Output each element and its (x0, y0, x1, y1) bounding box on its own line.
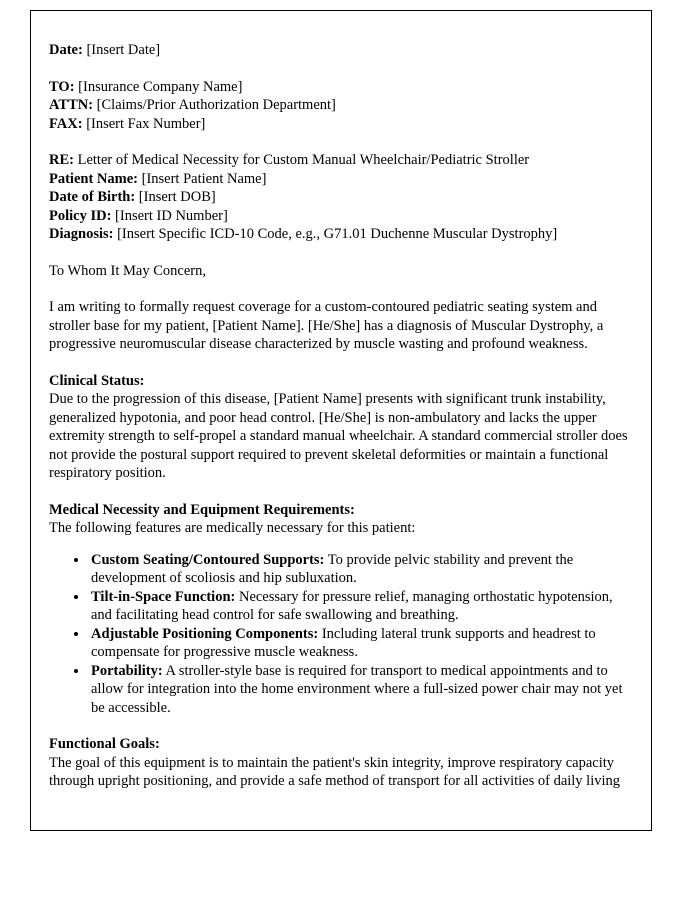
requirement-item-tilt-in-space (89, 588, 629, 625)
requirement-text: Including lateral trunk supports and headrest to compensate for progressive muscle weakness. (91, 625, 596, 660)
requirement-item-custom-seating (89, 551, 629, 588)
field-re-value: Letter of Medical Necessity for Custom Manual Wheelchair/Pediatric Stroller (77, 152, 530, 168)
intro-paragraph: I am writing to formally request coverage for a custom-contoured pediatric seating system and stroller base for my patient, [Patient Name]. [He/She] has a diagnosis of Muscular Dystrophy, a progressive neuromuscular disease characterized by muscle wasting and profound weakness. (49, 299, 604, 352)
field-diagnosis-label: Diagnosis: (49, 226, 114, 242)
medical-necessity-heading-text: Medical Necessity and Equipment Requirements: (49, 501, 355, 518)
requirement-text: A stroller-style base is required for transport to medical appointments and to allow for integration into the home environment where a full-sized power chair may not yet be accessible. (91, 662, 623, 716)
field-attn-label: ATTN: (49, 97, 94, 113)
letter-document (30, 10, 652, 831)
field-dob-value: [Insert DOB] (138, 189, 216, 205)
functional-goals-heading (49, 735, 629, 754)
field-re (49, 151, 629, 170)
requirement-text: Necessary for pressure relief, managing orthostatic hypotension, and facilitating head control for safe swallowing and breathing. (91, 588, 613, 623)
recipient-block (49, 78, 629, 134)
clinical-status-heading (49, 372, 629, 391)
medical-necessity-intro: The following features are medically necessary for this patient: (49, 520, 416, 536)
field-policy-id (49, 207, 629, 226)
functional-goals-body: The goal of this equipment is to maintain the patient's skin integrity, improve respiratory capacity through upright positioning, and provide a safe method of transport for all activities of daily living (49, 754, 621, 789)
requirement-label: Portability: (91, 662, 163, 679)
subject-block (49, 151, 629, 244)
date-block (49, 41, 629, 60)
field-fax-label: FAX: (49, 115, 83, 132)
field-fax-value: [Insert Fax Number] (86, 115, 206, 132)
field-re-label: RE: (49, 152, 74, 168)
medical-necessity-heading (49, 501, 629, 520)
field-date-label: Date: (49, 42, 83, 58)
field-fax (49, 115, 629, 134)
requirements-list (49, 551, 629, 718)
requirement-text: To provide pelvic stability and prevent the development of scoliosis and hip subluxation. (91, 551, 574, 586)
section-functional-goals (49, 735, 629, 791)
section-clinical-status (49, 372, 629, 483)
clinical-status-heading-text: Clinical Status: (49, 372, 145, 389)
field-date (49, 41, 629, 60)
field-to-label: TO: (49, 78, 75, 95)
field-policy-id-value: [Insert ID Number] (115, 207, 228, 224)
clinical-status-body: Due to the progression of this disease, [Patient Name] presents with significant trunk instability, generalized hypotonia, and poor head control. [He/She] is non-ambulatory and lacks the upper extremity strength to self-propel a standard manual wheelchair. A standard commercial stroller does not provide the postural support required to prevent skeletal deformities or maintain a functional respiratory position. (49, 391, 628, 481)
field-patient-name-value: [Insert Patient Name] (141, 170, 267, 187)
requirement-item-adjustable-positioning (89, 625, 629, 662)
field-dob-label: Date of Birth: (49, 189, 136, 205)
field-dob (49, 188, 629, 207)
field-diagnosis-value: [Insert Specific ICD-10 Code, e.g., G71.01 Duchenne Muscular Dystrophy] (117, 226, 558, 242)
requirement-label: Adjustable Positioning Components: (91, 625, 319, 642)
field-patient-name-label: Patient Name: (49, 170, 138, 187)
field-to (49, 78, 629, 97)
field-diagnosis (49, 225, 629, 244)
requirement-label: Custom Seating/Contoured Supports: (91, 551, 325, 568)
functional-goals-heading-text: Functional Goals: (49, 736, 160, 752)
field-patient-name (49, 170, 629, 189)
field-attn (49, 96, 629, 115)
section-medical-necessity (49, 501, 629, 718)
field-to-value: [Insurance Company Name] (78, 78, 243, 95)
field-date-value: [Insert Date] (86, 42, 161, 58)
requirement-label: Tilt-in-Space Function: (91, 588, 236, 605)
requirement-item-portability (89, 662, 629, 718)
field-policy-id-label: Policy ID: (49, 207, 112, 224)
salutation: To Whom It May Concern, (49, 262, 206, 279)
field-attn-value: [Claims/Prior Authorization Department] (96, 97, 336, 113)
intro-block (49, 298, 629, 354)
salutation-block (49, 262, 629, 281)
